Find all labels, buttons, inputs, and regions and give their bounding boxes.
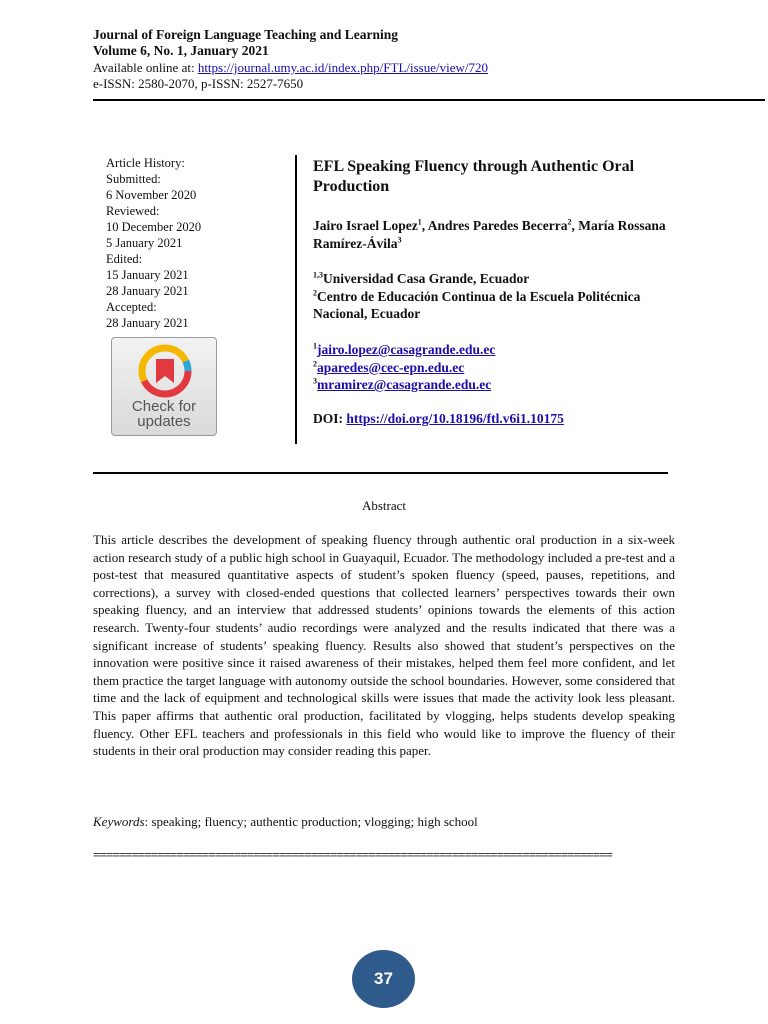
affiliation-text: Centro de Educación Continua de la Escuela Politécnica Nacional, Ecuador <box>313 288 641 321</box>
email-sup: 3 <box>313 376 317 386</box>
abstract-body: This article describes the development of speaking fluency through authentic oral production in a six-week action research study of a public high school in Guayaquil, Ecuador. The methodology included a pre-test and a post-test that measured quantitative aspects of student’s spoken fluency (speed, pauses, repetitions, and corrections), a survey with closed-ended questions that collected learners’ perspectives towards their own speaking fluency, and an interview that addressed students’ opinions towards the elements of this action research. Twenty-four students’ audio recordings were analyzed and the results indicated that there was a significant increase of students’ speaking fluency. Results also showed that student’s perspectives on the innovation were positive since it raised awareness of their mistakes, helped them feel more confident, and let them practice the target language with autonomy outside the school boundaries. However, some considered that time and the lack of equipment and technological skills were issues that made the activity look less pleasant. This paper affirms that authentic oral production, facilitated by vlogging, helps students develop speaking fluency. Other EFL teachers and professionals in this field who would like to improve the fluency of their students in their oral production may consider reading this paper. <box>93 532 675 759</box>
history-line: Submitted: <box>106 172 161 186</box>
journal-issue-link[interactable]: https://journal.umy.ac.id/index.php/FTL/issue/view/720 <box>197 60 488 75</box>
doi-link[interactable]: https://doi.org/10.18196/ftl.v6i1.10175 <box>346 411 564 426</box>
history-line: Reviewed: <box>106 204 160 218</box>
history-line: Edited: <box>106 252 143 266</box>
keywords-colon: : <box>144 814 152 829</box>
email-line <box>313 376 495 394</box>
available-online-label: Available online at: <box>93 60 198 75</box>
page-number: 37 <box>352 950 415 1008</box>
author-emails <box>313 341 495 394</box>
abstract-heading: Abstract <box>361 498 407 513</box>
author-name: María Rossana Ramírez-Ávila <box>313 218 666 251</box>
keywords-text: speaking; fluency; authentic production; vlogging; high school <box>151 814 478 829</box>
affiliation-sup: 2 <box>313 288 317 297</box>
header-divider <box>93 99 765 101</box>
keywords <box>93 814 478 830</box>
issn: e-ISSN: 2580-2070, p-ISSN: 2527-7650 <box>93 76 304 91</box>
affiliations <box>313 270 673 323</box>
history-line: Article History: <box>106 156 185 170</box>
history-line: 28 January 2021 <box>106 284 189 298</box>
affiliation <box>313 270 673 288</box>
affiliation-text: Universidad Casa Grande, Ecuador <box>323 271 530 286</box>
section-divider <box>93 472 668 474</box>
author-list <box>313 217 673 253</box>
history-line: 5 January 2021 <box>106 236 183 250</box>
author-sup: 3 <box>397 235 402 245</box>
keywords-label: Keywords <box>93 814 145 829</box>
author-sep: , <box>571 218 579 233</box>
check-for-updates-button[interactable] <box>111 337 217 436</box>
affiliation <box>313 288 673 323</box>
article-history <box>106 155 201 331</box>
email-line <box>313 359 495 377</box>
journal-volume: Volume 6, No. 1, January 2021 <box>93 43 269 58</box>
email-sup: 1 <box>313 341 317 351</box>
doi <box>313 411 564 427</box>
history-line: 6 November 2020 <box>106 188 197 202</box>
email-link[interactable]: aparedes@cec-epn.edu.ec <box>317 359 465 375</box>
crossmark-icon <box>137 343 193 399</box>
email-line <box>313 341 495 359</box>
author-name: Andres Paredes Becerra <box>427 218 568 233</box>
journal-name: Journal of Foreign Language Teaching and Learning <box>93 27 399 42</box>
history-line: 28 January 2021 <box>106 316 189 330</box>
affiliation-sup: 1,3 <box>313 270 323 280</box>
email-link[interactable]: mramirez@casagrande.edu.ec <box>317 377 492 392</box>
author-name: Jairo Israel Lopez <box>313 218 418 233</box>
history-line: 10 December 2020 <box>106 220 202 234</box>
doi-label: DOI: <box>313 411 347 426</box>
separator-line: ================================================================================= <box>93 847 613 862</box>
article-title: EFL Speaking Fluency through Authentic Oral Production <box>313 158 635 195</box>
history-line: 15 January 2021 <box>106 268 189 282</box>
vertical-divider <box>295 155 297 444</box>
email-link[interactable]: jairo.lopez@casagrande.edu.ec <box>317 342 496 357</box>
available-online <box>93 60 488 76</box>
email-sup: 2 <box>313 359 317 368</box>
badge-line: Check for <box>131 398 197 415</box>
history-line: Accepted: <box>106 300 157 314</box>
badge-line: updates <box>137 413 191 430</box>
author-sep: , <box>421 218 428 233</box>
check-for-updates-label <box>112 399 216 429</box>
author-sup: 1 <box>417 217 422 227</box>
author-sup: 2 <box>567 217 572 227</box>
